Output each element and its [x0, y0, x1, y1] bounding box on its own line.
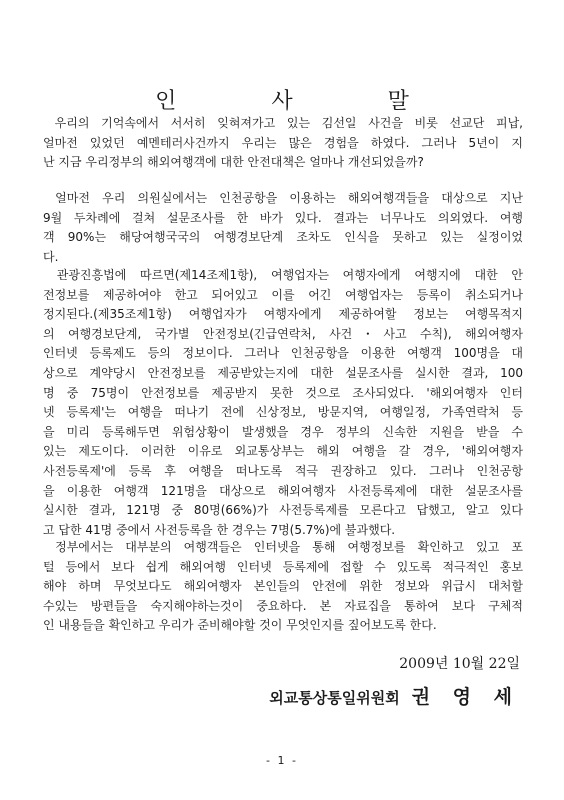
text-line: 고 답한 41명 중에서 사전등록을 한 경우는 7명(5.7%)에 불과했다.: [43, 522, 396, 537]
text-line: 얼마전 우리 의원실에서는 인천공항을 이용하는 해외여행객들을 대상으로 지난: [43, 191, 523, 205]
text-line: 수있는 방편들을 숙지해야하는것이 중요하다. 본 자료집을 통하여 보다 구체적: [43, 598, 523, 613]
text-line: 실시한 결과, 121명 중 80명(66%)가 사전등록제를 모른다고 답했고, 알고 있다: [43, 503, 523, 518]
text-line: 인터넷 등록제도 등의 정보이다. 그러나 인천공항을 이용한 여행객 100명을 대: [43, 346, 523, 361]
text-line: 정부에서는 대부분의 여행객들은 인터넷을 통해 여행정보를 확인하고 있고 포: [43, 540, 523, 554]
text-line: 인 내용들을 확인하고 우리가 준비해야할 것이 무엇인지를 짚어보도록 한다.: [43, 618, 437, 633]
text-line: 해야 하며 무엇보다도 해외여행자 본인들의 안전에 위한 정보와 위급시 대처할: [43, 579, 523, 594]
text-line: 정지된다.(제35조제1항) 여행업자가 여행자에게 제공하여할 정보는 여행목적지: [43, 307, 523, 322]
paragraph-3: [43, 266, 523, 540]
text-line: 을 이용한 여행객 121명을 대상으로 해외여행자 사전등록제에 대한 설문조사를: [43, 483, 523, 498]
text-line: 을 미리 등록해두면 위험상황이 발생했을 경우 정부의 신속한 지원을 받을 수: [43, 424, 523, 439]
author-name: 권 영 세: [411, 686, 520, 708]
text-line: 넷 등록제'는 여행을 떠나기 전에 신상정보, 방문지역, 여행일정, 가족연락처 등: [43, 405, 523, 420]
paragraph-1: [43, 114, 523, 173]
text-line: 난 지금 우리정부의 해외여행객에 대한 안전대책은 얼마나 개선되었을까?: [43, 155, 424, 170]
text-line: 있는 제도이다. 이러한 이유로 외교통상부는 해외 여행을 갈 경우, '해외여행자: [43, 444, 523, 459]
paragraph-4: [43, 538, 523, 636]
document-title: 인 사 말: [155, 89, 453, 114]
text-line: 우리의 기억속에서 서서히 잊혀져가고 있는 김선일 사건을 비롯 선교단 피납,: [43, 116, 523, 130]
document-date: 2009년 10월 22일: [399, 656, 520, 672]
text-line: 의 여행경보단계, 국가별 안전정보(긴급연락처, 사건・사고 수칙), 해외여행자: [43, 326, 523, 341]
text-line: 사전등록제'에 등록 후 여행을 떠나도록 적극 권장하고 있다. 그러나 인천공항: [43, 463, 523, 478]
text-line: 다.: [43, 249, 59, 264]
paragraph-2: [43, 189, 523, 267]
text-line: 털 등에서 보다 쉽게 해외여행 인터넷 등록제에 접할 수 있도록 적극적인 홍보: [43, 559, 523, 574]
text-line: 9월 두차례에 걸쳐 설문조사를 한 바가 있다. 결과는 너무나도 의외였다. 여행: [43, 210, 523, 225]
signature-block: [269, 682, 520, 709]
page-number: - 1 -: [266, 754, 298, 767]
text-line: 관광진흥법에 따르면(제14조제1항), 여행업자는 여행자에게 여행지에 대한 안: [43, 268, 523, 282]
text-line: 상으로 계약당시 안전정보를 제공받았는지에 대한 설문조사를 실시한 결과, 100: [43, 365, 523, 380]
text-line: 전정보를 제공하여야 한고 되어있고 이를 어긴 여행업자는 등록이 취소되거나: [43, 287, 523, 302]
organization-name: 외교통상통일위원회: [269, 689, 400, 707]
text-line: 명 중 75명이 안전정보를 제공받지 못한 것으로 조사되었다. '해외여행자 인터: [43, 385, 523, 400]
text-line: 얼마전 있었던 예멘테러사건까지 우리는 많은 경험을 하였다. 그러나 5년이 지: [43, 135, 523, 150]
text-line: 객 90%는 해당여행국국의 여행경보단계 조차도 인식을 못하고 있는 실정이었: [43, 230, 523, 245]
